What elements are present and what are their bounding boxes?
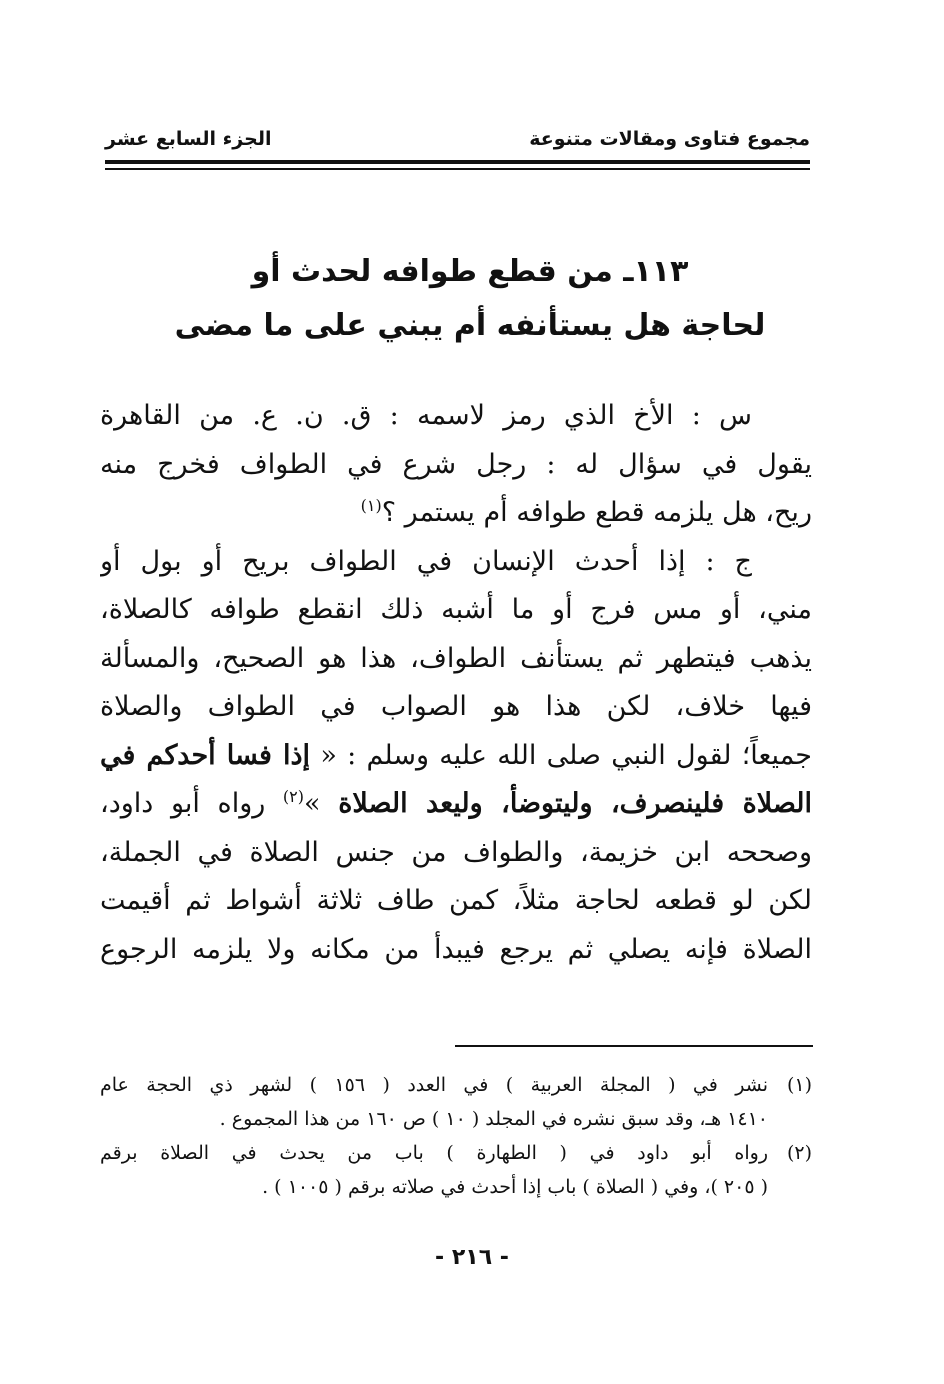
answer-line-1: ج : إذا أحدث الإنسان في الطواف بريح أو بول أو xyxy=(100,545,752,577)
footnote-ref-1[interactable]: (١) xyxy=(360,496,382,515)
answer-line-5 xyxy=(100,732,812,781)
header-rule-thick xyxy=(105,160,810,164)
answer-line-9: الصلاة فإنه يصلي ثم يرجع فيبدأ من مكانه ولا يلزمه الرجوع xyxy=(100,933,812,965)
footnote-line: نشر في ( المجلة العربية ) في العدد ( ١٥٦ ) لشهر ذي الحجة عام xyxy=(100,1074,768,1096)
answer-line-5-text: جميعاً؛ لقول النبي صلى الله عليه وسلم : « xyxy=(320,739,812,771)
volume-label: الجزء السابع عشر xyxy=(105,128,272,150)
title-line-2: لحاجة هل يستأنفه أم يبني على ما مضى xyxy=(174,308,766,343)
answer-line-3: يذهب فيتطهر ثم يستأنف الطواف، هذا هو الصحيح، والمسألة xyxy=(100,642,812,674)
footnote-number: (١) xyxy=(786,1074,812,1096)
footnote-number: (٢) xyxy=(786,1142,812,1164)
answer-line-8: لكن لو قطعه لحاجة مثلاً، كمن طاف ثلاثة أشواط ثم أقيمت xyxy=(100,885,812,916)
header-rule-thin xyxy=(105,168,810,170)
fatwa-body xyxy=(100,392,812,974)
hadith-quote-start: إذا فسا أحدكم في xyxy=(100,739,311,771)
footnote-separator xyxy=(455,1045,813,1047)
footnote-ref-2[interactable]: (٢) xyxy=(282,787,305,806)
footnote-line: ( ٢٠٥ )، وفي ( الصلاة ) باب إذا أحدث في صلاته برقم ( ١٠٠٥ ) . xyxy=(262,1176,768,1198)
question-line-1: س : الأخ الذي رمز لاسمه : ق. ن. ع. من القاهرة xyxy=(100,400,752,431)
quote-close-mark: » xyxy=(304,788,321,819)
title-line-1: ١١٣ـ من قطع طوافه لحدث أو xyxy=(251,254,689,289)
footnote-text xyxy=(100,1136,812,1204)
hadith-quote-end: الصلاة فلينصرف، وليتوضأ، وليعد الصلاة xyxy=(338,788,812,819)
page-number: - ٢١٦ - xyxy=(435,1245,509,1270)
answer-line-2: مني، أو مس فرج أو ما أشبه ذلك انقطع طوافه كالصلاة، xyxy=(100,594,812,625)
footnote-line: ١٤١٠ هـ، وقد سبق نشره في المجلد ( ١٠ ) ص ١٦٠ من هذا المجموع . xyxy=(219,1108,768,1130)
footnote-1 xyxy=(100,1068,812,1136)
question-line-3 xyxy=(100,489,812,538)
footnotes xyxy=(100,1068,812,1204)
answer-line-6-text: رواه أبو داود، xyxy=(100,788,283,819)
footnote-line: رواه أبو داود في ( الطهارة ) باب من يحدث في الصلاة برقم xyxy=(100,1142,768,1164)
answer-line-4: فيها خلاف، لكن هذا هو الصواب في الطواف والصلاة xyxy=(100,691,812,722)
answer-line-7: وصححه ابن خزيمة، والطواف من جنس الصلاة في الجملة، xyxy=(100,836,812,868)
book-title: مجموع فتاوى ومقالات متنوعة xyxy=(529,128,810,150)
question-line-2: يقول في سؤال له : رجل شرع في الطواف فخرج منه xyxy=(100,448,812,480)
footnote-text xyxy=(100,1068,812,1136)
running-header xyxy=(105,128,810,158)
fatwa-title xyxy=(120,245,820,353)
footnote-2 xyxy=(100,1136,812,1204)
answer-line-6 xyxy=(100,780,812,829)
question-line-3-text: ريح، هل يلزمه قطع طوافه أم يستمر ؟ xyxy=(381,497,812,528)
